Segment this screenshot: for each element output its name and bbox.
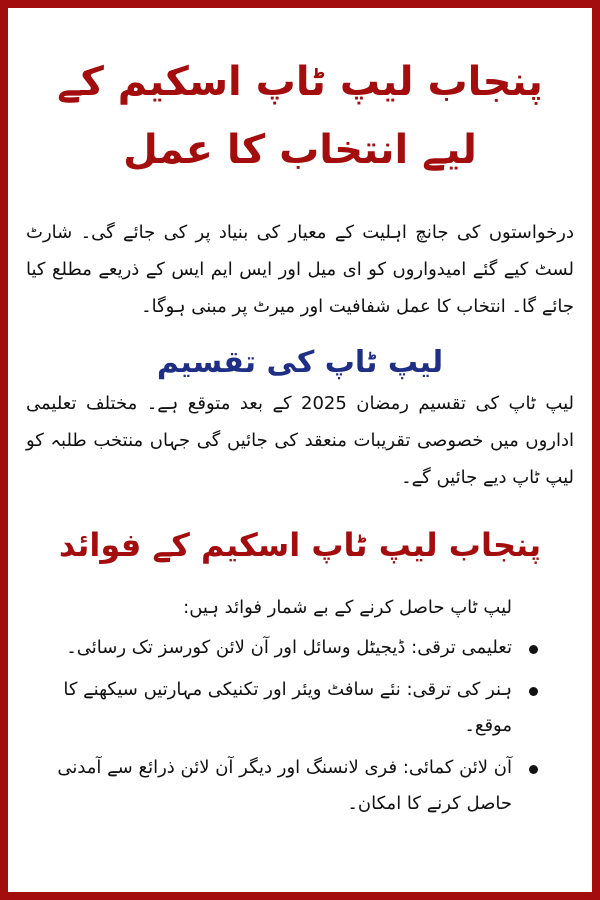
page-title: پنجاب لیپ ٹاپ اسکیم کے لیے انتخاب کا عمل	[57, 59, 543, 173]
benefit-item	[26, 750, 574, 822]
bullet-icon	[529, 687, 538, 696]
benefits-list	[26, 630, 574, 822]
bullet-icon	[529, 645, 538, 654]
distribution-heading: لیپ ٹاپ کی تقسیم	[156, 345, 444, 380]
benefit-text: تعلیمی ترقی: ڈیجیٹل وسائل اور آن لائن کورسز تک رسائی۔	[66, 637, 512, 658]
benefits-title: پنجاب لیپ ٹاپ اسکیم کے فوائد	[58, 526, 542, 564]
article-content	[26, 48, 574, 882]
distribution-paragraph: لیپ ٹاپ کی تقسیم رمضان 2025 کے بعد متوقع ہے۔ مختلف تعلیمی اداروں میں خصوصی تقریبات منعقد کی جائیں گی جہاں منتخب طلبہ کو لیپ ٹاپ دیے جائیں گے۔	[26, 393, 574, 488]
benefit-text: ہنر کی ترقی: نئے سافٹ ویئر اور تکنیکی مہارتیں سیکھنے کا موقع۔	[63, 679, 512, 736]
selection-process-paragraph: درخواستوں کی جانچ اہلیت کے معیار کی بنیاد پر کی جائے گی۔ شارٹ لسٹ کیے گئے امیدواروں کو ای میل اور ایس ایم ایس کے ذریعے مطلع کیا جائے گا۔ انتخاب کا عمل شفافیت اور میرٹ پر مبنی ہوگا۔	[26, 222, 574, 317]
benefits-intro: لیپ ٹاپ حاصل کرنے کے بے شمار فوائد ہیں:	[183, 597, 512, 618]
benefit-item	[26, 630, 574, 666]
bullet-icon	[529, 765, 538, 774]
benefit-item	[26, 672, 574, 744]
benefit-text: آن لائن کمائی: فری لانسنگ اور دیگر آن لائن ذرائع سے آمدنی حاصل کرنے کا امکان۔	[57, 757, 512, 814]
